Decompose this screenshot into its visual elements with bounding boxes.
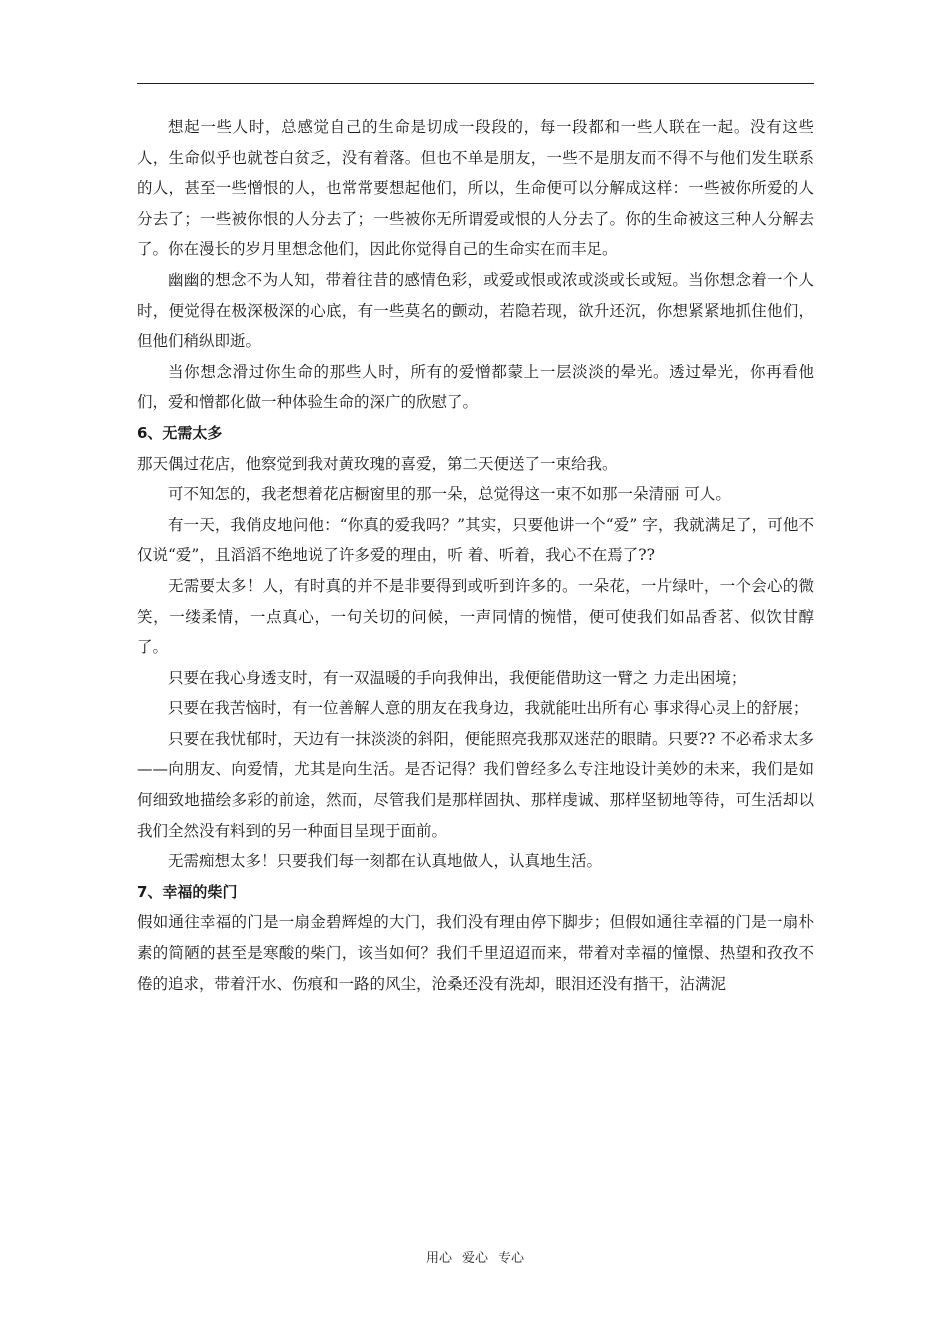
header-rule (137, 83, 814, 84)
section-heading: 7、幸福的柴门 (137, 882, 238, 901)
paragraph: 想起一些人时，总感觉自己的生命是切成一段段的，每一段都和一些人联在一起。没有这些人，生命似乎也就苍白贫乏，没有着落。但也不单是朋友，一些不是朋友而不得不与他们发生联系的人，甚至一些憎恨的人，也常常要想起他们，所以，生命便可以分解成这样：一些被你所爱的人分去了；一些被你恨的人分去了；一些被你无所谓爱或恨的人分去了。你的生命被这三种人分解去了。你在漫长的岁月里想念他们，因此你觉得自己的生命实在而丰足。 (137, 118, 814, 259)
footer-word: 用心 (425, 1251, 452, 1266)
paragraph: 只要在我忧郁时，天边有一抹淡淡的斜阳，便能照亮我那双迷茫的眼睛。只要?? 不必希求太多——向朋友、向爱情，尤其是向生活。是否记得？我们曾经多么专注地设计美妙的未来，我们是如何细致地描绘多彩的前途，然而，尽管我们是那样固执、那样虔诚、那样坚韧地等待，可生活却以我们全然没有料到的另一种面目呈现于面前。 (137, 729, 814, 840)
paragraph: 有一天，我俏皮地问他：“你真的爱我吗？”其实，只要他讲一个“爱” 字，我就满足了，可他不仅说“爱”，且滔滔不绝地说了许多爱的理由，听 着、听着，我心不在焉了?? (137, 515, 814, 565)
paragraph: 可不知怎的，我老想着花店橱窗里的那一朵，总觉得这一束不如那一朵清丽 可人。 (168, 485, 731, 504)
page-footer (0, 1247, 950, 1266)
footer-word: 爱心 (461, 1251, 488, 1266)
paragraph: 无需痴想太多！只要我们每一刻都在认真地做人，认真地生活。 (168, 852, 603, 871)
paragraph: 那天偶过花店，他察觉到我对黄玫瑰的喜爱，第二天便送了一束给我。 (137, 454, 618, 473)
document-body (137, 112, 814, 999)
paragraph: 当你想念滑过你生命的那些人时，所有的爱憎都蒙上一层淡淡的晕光。透过晕光，你再看他们，爱和憎都化做一种体验生命的深广的欣慰了。 (137, 362, 814, 412)
paragraph: 无需要太多！人，有时真的并不是非要得到或听到许多的。一朵花，一片绿叶，一个会心的微笑，一缕柔情，一点真心，一句关切的问候，一声同情的惋惜，便可使我们如品香茗、似饮甘醇了。 (137, 576, 814, 657)
footer-word: 专心 (498, 1251, 525, 1266)
paragraph: 假如通往幸福的门是一扇金碧辉煌的大门，我们没有理由停下脚步；但假如通往幸福的门是一扇朴素的简陋的甚至是寒酸的柴门，该当如何？我们千里迢迢而来，带着对幸福的憧憬、热望和孜孜不倦的追求，带着汗水、伤痕和一路的风尘，沧桑还没有洗却，眼泪还没有揩干，沾满泥 (137, 913, 814, 993)
paragraph: 幽幽的想念不为人知，带着往昔的感情色彩，或爱或恨或浓或淡或长或短。当你想念着一个人时，便觉得在极深极深的心底，有一些莫名的颤动，若隐若现，欲升还沉，你想紧紧地抓住他们，但他们稍纵即逝。 (137, 270, 814, 351)
paragraph: 只要在我心身透支时，有一双温暖的手向我伸出，我便能借助这一臂之 力走出困境； (168, 668, 747, 687)
section-heading: 6、无需太多 (137, 423, 223, 442)
paragraph: 只要在我苦恼时，有一位善解人意的朋友在我身边，我就能吐出所有心 事求得心灵上的舒展； (168, 699, 809, 718)
